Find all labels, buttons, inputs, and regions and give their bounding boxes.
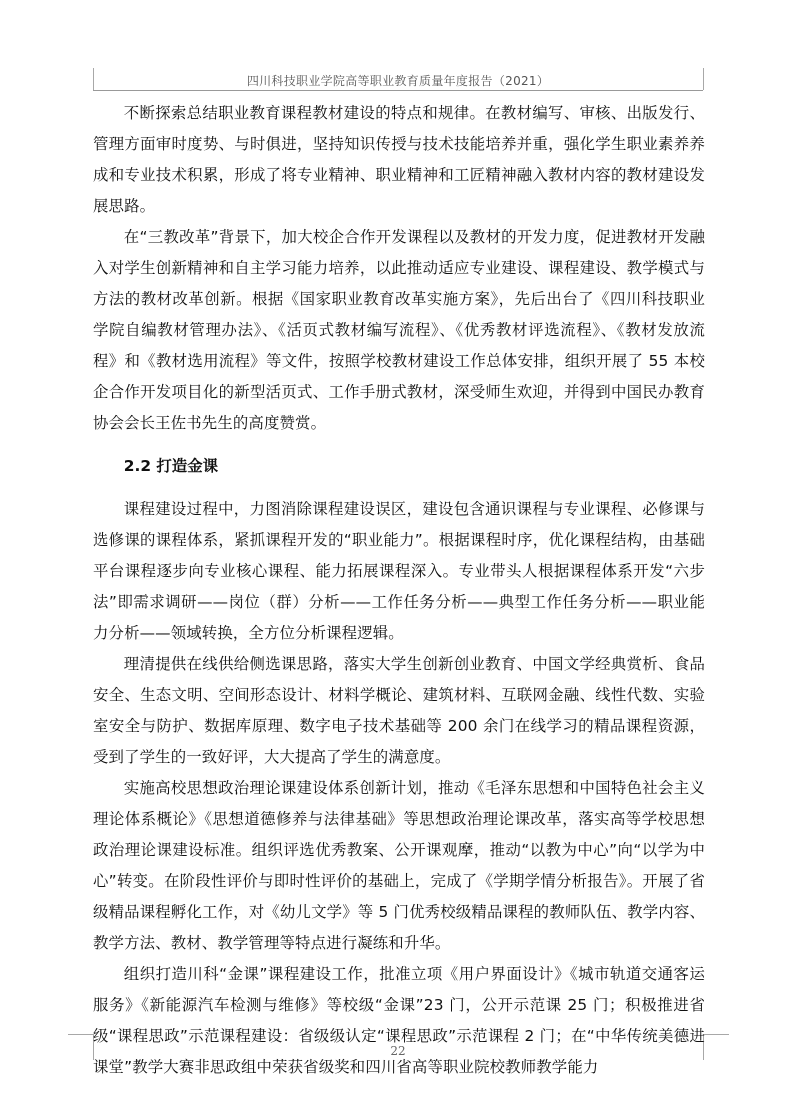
document-body (93, 98, 705, 1083)
body-paragraph: 不断探索总结职业教育课程教材建设的特点和规律。在教材编写、审核、出版发行、管理方面审时度势、与时俱进，坚持知识传授与技术技能培养并重，强化学生职业素养养成和专业技术积累，形成了将专业精神、职业精神和工匠精神融入教材内容的教材建设发展思路。 (93, 104, 705, 215)
body-paragraph: 理清提供在线供给侧选课思路，落实大学生创新创业教育、中国文学经典赏析、食品安全、生态文明、空间形态设计、材料学概论、建筑材料、互联网金融、线性代数、实验室安全与防护、数据库原理、数字电子技术基础等 200 余门在线学习的精品课程资源，受到了学生的一致好评，大大提高了学生的满意度。 (93, 655, 705, 766)
body-paragraph: 课程建设过程中，力图消除课程建设误区，建设包含通识课程与专业课程、必修课与选修课的课程体系，紧抓课程开发的“职业能力”。根据课程时序，优化课程结构，由基础平台课程逐步向专业核心课程、能力拓展课程深入。专业带头人根据课程体系开发“六步法”即需求调研——岗位（群）分析——工作任务分析——典型工作任务分析——职业能力分析——领域转换，全方位分析课程逻辑。 (93, 500, 705, 642)
section-heading: 2.2 打造金课 (123, 457, 218, 475)
crop-mark-bottom-right-h (704, 1034, 729, 1035)
page-header-title: 四川科技职业学院高等职业教育质量年度报告（2021） (246, 74, 550, 88)
body-paragraph: 在“三教改革”背景下，加大校企合作开发课程以及教材的开发力度，促进教材开发融入对学生创新精神和自主学习能力培养，以此推动适应专业建设、课程建设、教学模式与方法的教材改革创新。根据《国家职业教育改革实施方案》，先后出台了《四川科技职业学院自编教材管理办法》、《活页式教材编写流程》、《优秀教材评选流程》、《教材发放流程》和《教材选用流程》等文件，按照学校教材建设工作总体安排，组织开展了 55 本校企合作开发项目化的新型活页式、工作手册式教材，深受师生欢迎，并得到中国民办教育协会会长王佐书先生的高度赞赏。 (93, 228, 705, 432)
body-paragraph: 组织打造川科“金课”课程建设工作，批准立项《用户界面设计》《城市轨道交通客运服务》《新能源汽车检测与维修》等校级“金课”23 门，公开示范课 25 门；积极推进省级“课程思政”示范课程建设：省级级认定“课程思政”示范课程 2 门；在“中华传统美德进课堂”教学大赛非思政组中荣获省级奖和四川省高等职业院校教师教学能力 (93, 965, 705, 1076)
header-rule (93, 90, 703, 91)
body-paragraph: 实施高校思想政治理论课建设体系创新计划，推动《毛泽东思想和中国特色社会主义理论体系概论》《思想道德修养与法律基础》等思想政治理论课改革，落实高等学校思想政治理论课建设标准。组织评选优秀教案、公开课观摩，推动“以教为中心”向“以学为中心”转变。在阶段性评价与即时性评价的基础上，完成了《学期学情分析报告》。开展了省级精品课程孵化工作，对《幼儿文学》等 5 门优秀校级精品课程的教师队伍、教学内容、教学方法、教材、教学管理等特点进行凝练和升华。 (93, 779, 705, 952)
crop-mark-bottom-left-h (68, 1034, 93, 1035)
page-number: 22 (390, 1044, 406, 1058)
crop-mark-top-right-v (703, 68, 704, 90)
